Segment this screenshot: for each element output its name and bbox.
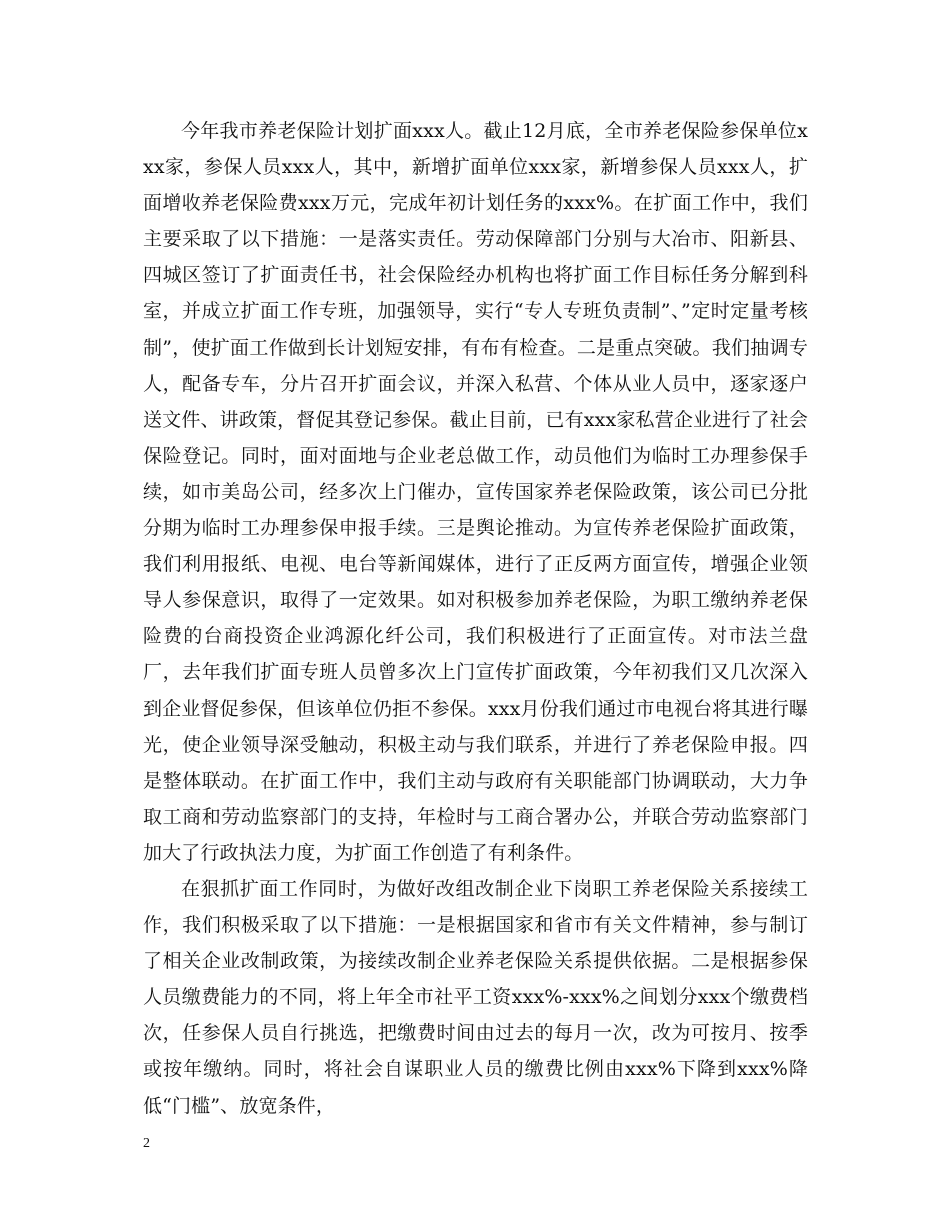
paragraph-expansion-measures: 今年我市养老保险计划扩面xxx人。截止12月底，全市养老保险参保单位xxx家，参保人员xxx人，其中，新增扩面单位xxx家，新增参保人员xxx人，扩面增收养老保险费xxx万元，完成年初计划任务的xxx%。在扩面工作中，我们主要采取了以下措施：一是落实责任。劳动保障部门分别与大冶市、阳新县、四城区签订了扩面责任书，社会保险经办机构也将扩面工作目标任务分解到科室，并成立扩面工作专班，加强领导，实行“专人专班负责制”、”定时定量考核制”，使扩面工作做到长计划短安排，有布有检查。二是重点突破。我们抽调专人，配备专车，分片召开扩面会议，并深入私营、个体从业人员中，逐家逐户送文件、讲政策，督促其登记参保。截止目前，已有xxx家私营企业进行了社会保险登记。同时，面对面地与企业老总做工作，动员他们为临时工办理参保手续，如市美岛公司，经多次上门催办，宣传国家养老保险政策，该公司已分批分期为临时工办理参保申报手续。三是舆论推动。为宣传养老保险扩面政策，我们利用报纸、电视、电台等新闻媒体，进行了正反两方面宣传，增强企业领导人参保意识，取得了一定效果。如对积极参加养老保险，为职工缴纳养老保险费的台商投资企业鸿源化纤公司，我们积极进行了正面宣传。对市法兰盘厂，去年我们扩面专班人员曾多次上门宣传扩面政策，今年初我们又几次深入到企业督促参保，但该单位仍拒不参保。xxx月份我们通过市电视台将其进行曝光，使企业领导深受触动，积极主动与我们联系，并进行了养老保险申报。四是整体联动。在扩面工作中，我们主动与政府有关职能部门协调联动，大力争取工商和劳动监察部门的支持，年检时与工商合署办公，并联合劳动监察部门加大了行政执法力度，为扩面工作创造了有利条件。 — [143, 120, 808, 864]
page-number: 2 — [143, 1136, 150, 1151]
body-text — [143, 113, 808, 1124]
paragraph-relation-continuation: 在狠抓扩面工作同时，为做好改组改制企业下岗职工养老保险关系接续工作，我们积极采取了以下措施：一是根据国家和省市有关文件精神，参与制订了相关企业改制政策，为接续改制企业养老保险关系提供依据。二是根据参保人员缴费能力的不同，将上年全市社平工资xxx%-xxx%之间划分xxx个缴费档次，任参保人员自行挑选，把缴费时间由过去的每月一次，改为可按月、按季或按年缴纳。同时，将社会自谋职业人员的缴费比例由xxx%下降到xxx%降低“门槛”、放宽条件， — [143, 877, 808, 1117]
